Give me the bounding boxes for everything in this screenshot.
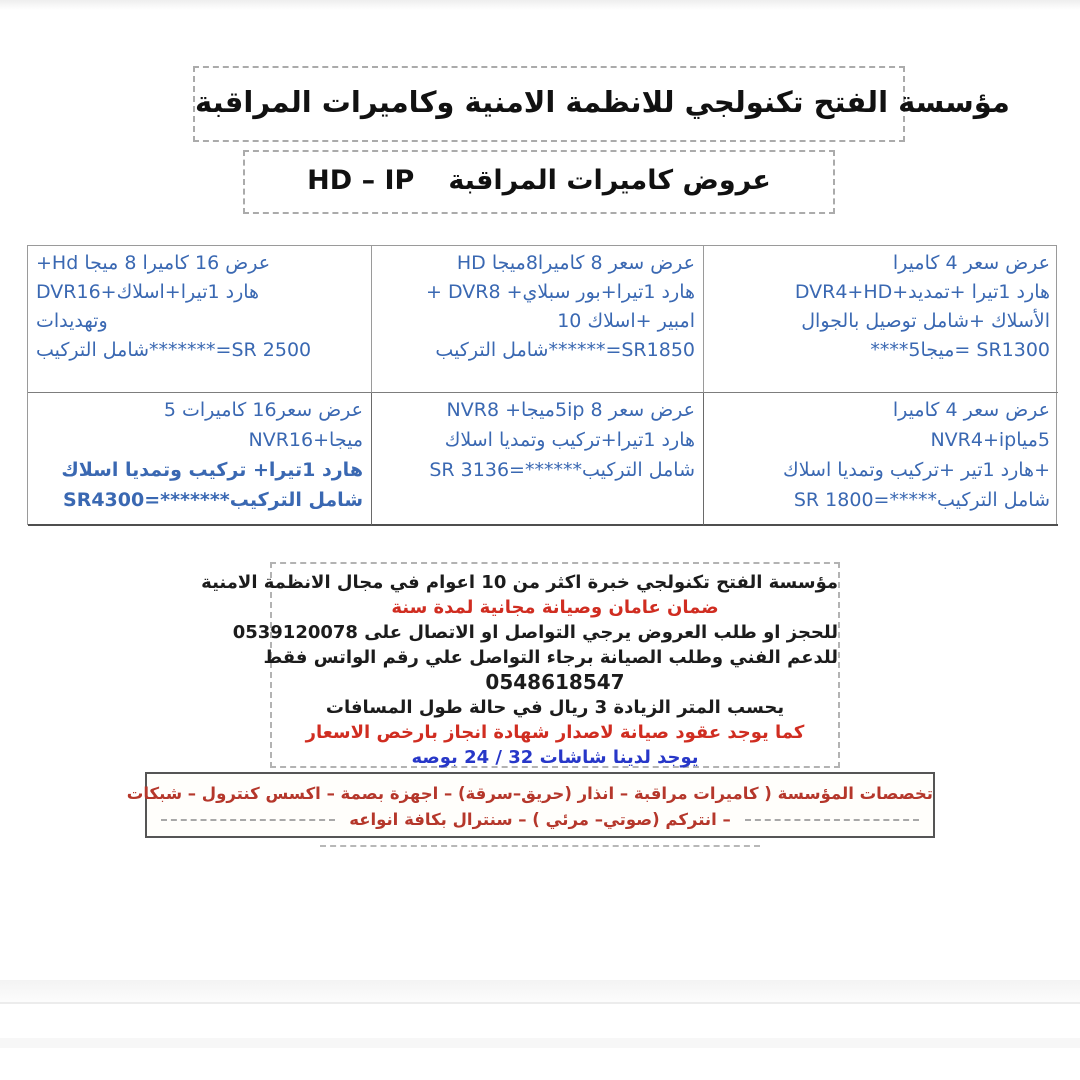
offer-line: شامل التركيب*******=SR 2500 (36, 339, 312, 361)
offer-line: DVR4+HD+هارد 1تيرا +تمديد (794, 281, 1050, 303)
offer-cell-16cam-hd (28, 246, 372, 393)
note-line-support: للدعم الفني وطلب الصيانة برجاء التواصل علي رقم الواتس فقط (263, 647, 838, 668)
offer-line: SR4300=*******شامل التركيب (63, 489, 363, 511)
top-gray-band (0, 0, 1080, 10)
offer-line: NVR4+ip5ميا (930, 429, 1050, 451)
offer-line: + DVR8 +هارد 1تيرا+بور سبلاي (426, 281, 695, 303)
offer-line: SR 1800=*****شامل التركيب (793, 489, 1050, 511)
offer-cell-16cam-nvr (28, 393, 372, 526)
note-line-screens: يوجد لدينا شاشات 32 / 24 بوصه (411, 747, 699, 768)
offer-line: +Hd عرض 16 كاميرا 8 ميجا (36, 252, 271, 274)
offer-line: NVR8 +ميجا5ip 8 عرض سعر (446, 399, 695, 421)
note-line-booking: للحجز او طلب العروض يرجي التواصل او الاتصال على 0539120078 (232, 622, 838, 643)
note-line-meter-price: يحسب المتر الزيادة 3 ريال في حالة طول المسافات (325, 697, 785, 718)
offer-line: هارد 1تيرا+ تركيب وتمديا اسلاك (61, 459, 363, 481)
offer-line: ****5ميجا= SR1300 (870, 339, 1050, 361)
offer-cell-4cam-nvr (704, 393, 1058, 526)
specialties-box (126, 772, 935, 838)
company-title: مؤسسة الفتح تكنولجي للانظمة الامنية وكاميرات المراقبة (195, 85, 1010, 119)
offer-line: NVR16+ميجا (248, 429, 363, 451)
offer-line: هارد 1تيرا+تركيب وتمديا اسلاك (444, 429, 695, 451)
offer-line: 10 امبير +اسلاك (557, 310, 695, 332)
bottom-gray-band (0, 980, 1080, 1002)
offer-cell-8cam-nvr (372, 393, 704, 526)
offer-line: عرض سعر 4 كاميرا (892, 252, 1050, 274)
specialties-line-2: – انتركم (صوتي– مرئي ) – سنترال بكافة انواعه (349, 810, 731, 829)
notes-box (201, 562, 840, 768)
offer-line: SR 3136=******شامل التركيب (429, 459, 695, 481)
offers-subtitle-box: HD – IP عروض كاميرات المراقبة (243, 150, 835, 214)
dashed-divider (320, 845, 760, 847)
note-line-contracts: كما يوجد عقود صيانة لاصدار شهادة انجاز بارخص الاسعار (305, 722, 805, 743)
offers-table (27, 245, 1057, 525)
offer-line: شامل التركيب ******=SR1850 (429, 339, 695, 361)
dashed-divider (745, 819, 919, 821)
specialties-line-1: تخصصات المؤسسة ( كاميرات مراقبة – انذار (حريق–سرقة) – اجهزة بصمة – اكسس كنترول – شبكات (126, 784, 933, 803)
bottom-faint-band (0, 1038, 1080, 1048)
note-line-warranty: ضمان عامان وصيانة مجانية لمدة سنة (391, 597, 719, 618)
offer-line: DVR16+هارد 1تيرا+اسلاك (36, 281, 260, 303)
note-line-experience: مؤسسة الفتح تكنولجي خبرة اكثر من 10 اعوام في مجال الانظمة الامنية (201, 572, 838, 593)
offer-line: عرض سعر16 كاميرات 5 (163, 399, 363, 421)
company-title-box (193, 66, 1010, 142)
dashed-divider (161, 819, 335, 821)
offer-line: الأسلاك +شامل توصيل بالجوال (801, 310, 1050, 332)
offer-cell-8cam-hd (372, 246, 704, 393)
offer-line: HD عرض سعر 8 كاميرا8ميجا (456, 252, 695, 274)
specialties-line-2-row (147, 807, 933, 833)
offer-line: +هارد 1تير +تركيب وتمديا اسلاك (783, 459, 1050, 481)
bottom-hairline (0, 1002, 1080, 1004)
offer-cell-4cam-hd (704, 246, 1058, 393)
phone-number: 0548618547 (485, 670, 625, 694)
offer-line: وتهديدات (36, 310, 108, 332)
offer-line: عرض سعر 4 كاميرا (892, 399, 1050, 421)
